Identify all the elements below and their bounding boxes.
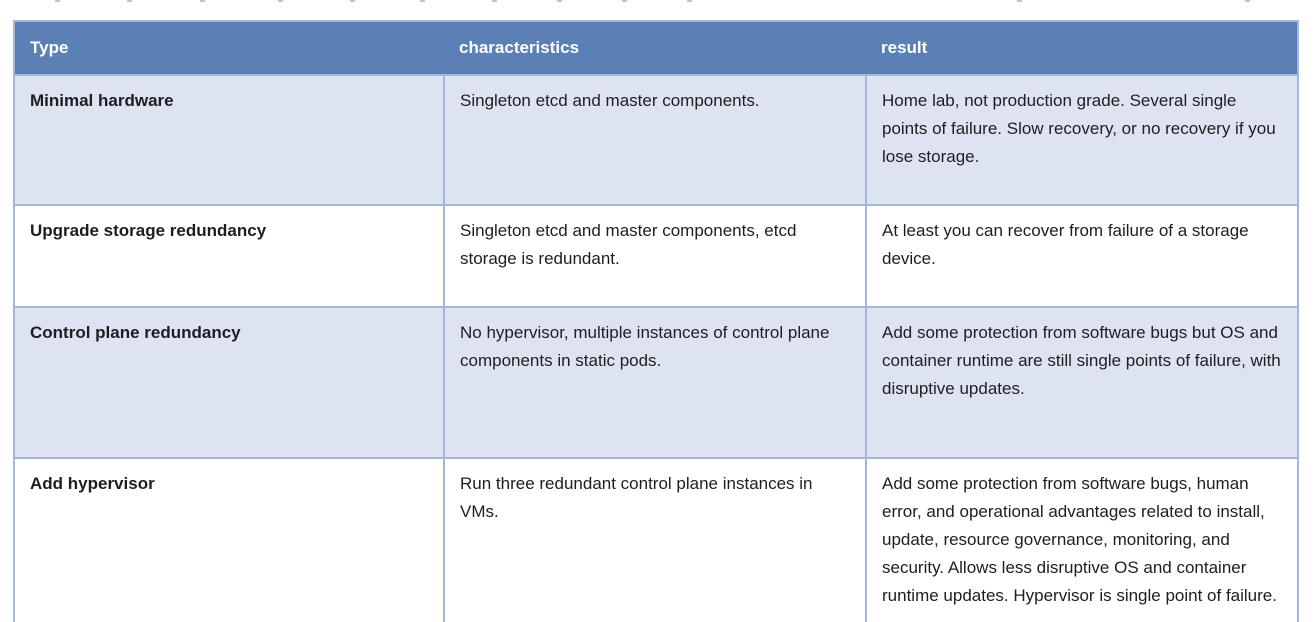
column-header-result: result — [866, 21, 1298, 75]
header-row — [14, 21, 1298, 75]
column-header-characteristics: characteristics — [444, 21, 866, 75]
text-fragment — [278, 0, 283, 2]
cell-result: Home lab, not production grade. Several single points of failure. Slow recovery, or no recovery if you lose storage. — [866, 75, 1298, 205]
table-row-control-plane-redundancy — [14, 307, 1298, 458]
text-fragment — [492, 0, 497, 2]
text-fragment — [420, 0, 425, 2]
text-fragment — [1017, 0, 1022, 2]
cell-type: Control plane redundancy — [14, 307, 444, 458]
cell-result: At least you can recover from failure of a storage device. — [866, 205, 1298, 307]
cell-characteristics: Singleton etcd and master components, etcd storage is redundant. — [444, 205, 866, 307]
cell-result: Add some protection from software bugs, human error, and operational advantages related to install, update, resource governance, monitoring, and security. Allows less disruptive OS and container runtime updates. Hypervisor is single point of failure. — [866, 458, 1298, 622]
text-fragment — [622, 0, 627, 2]
text-fragment — [687, 0, 692, 2]
cell-characteristics: No hypervisor, multiple instances of control plane components in static pods. — [444, 307, 866, 458]
text-fragment — [557, 0, 562, 2]
text-fragment — [55, 0, 60, 2]
text-fragment — [350, 0, 355, 2]
text-fragment — [1245, 0, 1250, 2]
column-header-type: Type — [14, 21, 444, 75]
table-row-minimal-hardware — [14, 75, 1298, 205]
comparison-table-container — [13, 20, 1299, 622]
table-row-add-hypervisor — [14, 458, 1298, 622]
text-fragment — [200, 0, 205, 2]
cell-type: Minimal hardware — [14, 75, 444, 205]
comparison-table — [13, 20, 1299, 622]
text-fragment — [127, 0, 132, 2]
cell-type: Upgrade storage redundancy — [14, 205, 444, 307]
cell-type: Add hypervisor — [14, 458, 444, 622]
cell-characteristics: Run three redundant control plane instances in VMs. — [444, 458, 866, 622]
cell-characteristics: Singleton etcd and master components. — [444, 75, 866, 205]
cropped-text-line — [0, 0, 1314, 4]
cell-result: Add some protection from software bugs but OS and container runtime are still single points of failure, with disruptive updates. — [866, 307, 1298, 458]
table-row-upgrade-storage-redundancy — [14, 205, 1298, 307]
